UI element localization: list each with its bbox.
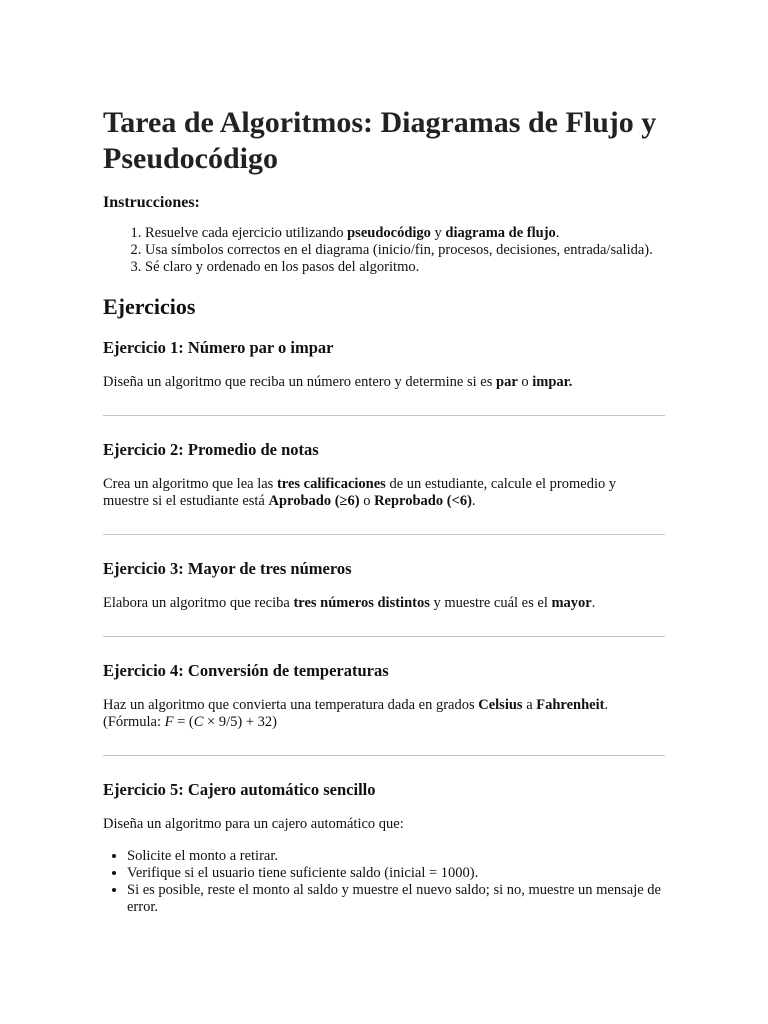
exercise-section bbox=[103, 440, 665, 510]
exercise-title: Ejercicio 3: Mayor de tres números bbox=[103, 559, 352, 578]
exercise-title: Ejercicio 2: Promedio de notas bbox=[103, 440, 319, 459]
exercise-text: Crea un algoritmo que lea las tres calificaciones de un estudiante, calcule el promedio y muestre si el estudiante está Aprobado (≥6) o Reprobado (<6). bbox=[103, 476, 617, 509]
exercise-section bbox=[103, 338, 665, 391]
instruction-item: 2. Usa símbolos correctos en el diagrama (inicio/fin, procesos, decisiones, entrada/salida). bbox=[145, 242, 665, 259]
steps-list bbox=[103, 848, 665, 916]
exercise-title: Ejercicio 5: Cajero automático sencillo bbox=[103, 780, 376, 799]
list-item: • Si es posible, reste el monto al saldo y muestre el nuevo saldo; si no, muestre un mensaje de error. bbox=[127, 882, 665, 916]
instructions-heading: Instrucciones: bbox=[103, 194, 200, 211]
formula: (Fórmula: F = (C × 9/5) + 32) bbox=[103, 714, 277, 730]
section-divider bbox=[103, 636, 665, 637]
exercise-section bbox=[103, 661, 665, 731]
exercise-text: Diseña un algoritmo que reciba un número entero y determine si es par o impar. bbox=[103, 374, 573, 390]
exercise-title: Ejercicio 4: Conversión de temperaturas bbox=[103, 661, 389, 680]
section-divider bbox=[103, 755, 665, 756]
exercises-heading: Ejercicios bbox=[103, 294, 196, 319]
exercise-text: Diseña un algoritmo para un cajero automático que: bbox=[103, 816, 404, 832]
list-item: • Solicite el monto a retirar. bbox=[127, 848, 665, 865]
document-title: Tarea de Algoritmos: Diagramas de Flujo y Pseudocódigo bbox=[103, 106, 657, 175]
section-divider bbox=[103, 415, 665, 416]
exercise-section bbox=[103, 559, 665, 612]
instruction-item: 3. Sé claro y ordenado en los pasos del algoritmo. bbox=[145, 259, 665, 276]
exercise-title: Ejercicio 1: Número par o impar bbox=[103, 338, 334, 357]
instruction-item: 1. Resuelve cada ejercicio utilizando pseudocódigo y diagrama de flujo. bbox=[145, 225, 665, 242]
instructions-list bbox=[103, 225, 665, 276]
section-divider bbox=[103, 534, 665, 535]
exercise-text: Haz un algoritmo que convierta una temperatura dada en grados Celsius a Fahrenheit. (Fórmula: F = (C × 9/5) + 32) bbox=[103, 697, 609, 730]
document-content bbox=[103, 105, 665, 916]
exercise-section bbox=[103, 780, 665, 916]
exercise-text: Elabora un algoritmo que reciba tres números distintos y muestre cuál es el mayor. bbox=[103, 595, 596, 611]
list-item: • Verifique si el usuario tiene suficiente saldo (inicial = 1000). bbox=[127, 865, 665, 882]
